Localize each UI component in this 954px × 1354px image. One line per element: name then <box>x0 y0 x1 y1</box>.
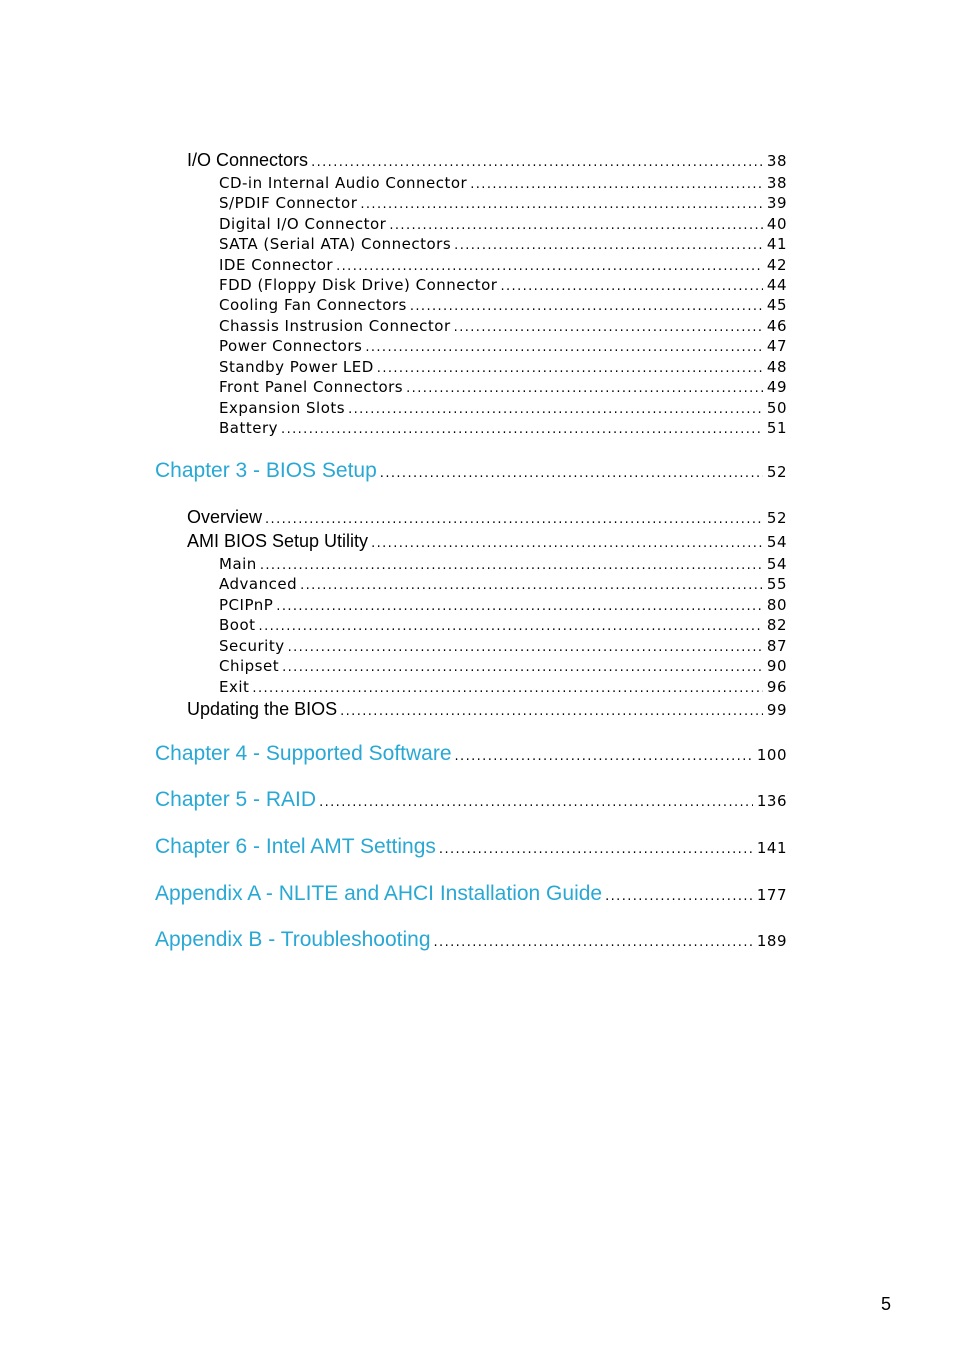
toc-entry-chassis-intrusion-connector[interactable] <box>0 317 787 336</box>
leader-dots <box>470 177 763 192</box>
toc-entry-label: S/PDIF Connector <box>219 194 358 212</box>
leader-dots <box>410 299 763 314</box>
toc-entry-exit[interactable] <box>0 678 787 697</box>
toc-entry-sata-connectors[interactable] <box>0 235 787 254</box>
toc-entry-updating-the-bios[interactable] <box>0 699 787 721</box>
toc-entry-label: Digital I/O Connector <box>219 215 387 233</box>
toc-entry-page: 189 <box>756 932 787 950</box>
leader-dots <box>434 935 753 950</box>
toc-chapter-label: Chapter 6 - Intel AMT Settings <box>155 835 436 858</box>
toc-entry-page: 54 <box>766 533 787 551</box>
toc-entry-battery[interactable] <box>0 419 787 438</box>
leader-dots <box>439 842 753 857</box>
toc-entry-page: 141 <box>756 839 787 857</box>
leader-dots <box>605 889 753 904</box>
toc-entry-cooling-fan-connectors[interactable] <box>0 296 787 315</box>
toc-entry-page: 45 <box>766 296 787 314</box>
toc-entry-label: AMI BIOS Setup Utility <box>187 531 369 551</box>
toc-entry-ide-connector[interactable] <box>0 256 787 275</box>
toc-entry-standby-power-led[interactable] <box>0 358 787 377</box>
toc-entry-label: IDE Connector <box>219 256 334 274</box>
leader-dots <box>348 402 763 417</box>
toc-entry-label: I/O Connectors <box>187 150 309 170</box>
toc-chapter-3-bios-setup[interactable] <box>0 459 787 487</box>
leader-dots <box>282 660 763 675</box>
toc-entry-ami-bios-setup-utility[interactable] <box>0 531 787 553</box>
toc-entry-label: Battery <box>219 419 279 437</box>
toc-entry-page: 49 <box>766 378 787 396</box>
toc-entry-digital-io-connector[interactable] <box>0 215 787 234</box>
leader-dots <box>340 704 763 719</box>
toc-entry-expansion-slots[interactable] <box>0 399 787 418</box>
toc-entry-label: CD-in Internal Audio Connector <box>219 174 468 192</box>
toc-entry-page: 50 <box>766 399 787 417</box>
toc-entry-cd-in-audio-connector[interactable] <box>0 174 787 193</box>
toc-entry-page: 46 <box>766 317 787 335</box>
toc-chapter-label: Chapter 3 - BIOS Setup <box>155 459 377 482</box>
toc-entry-label: Main <box>219 555 257 573</box>
toc-entry-page: 55 <box>766 575 787 593</box>
toc-entry-label: Power Connectors <box>219 337 363 355</box>
toc-chapter-4-supported-software[interactable] <box>0 742 787 770</box>
toc-entry-page: 54 <box>766 555 787 573</box>
leader-dots <box>377 361 763 376</box>
toc-entry-page: 87 <box>766 637 787 655</box>
toc-entry-boot[interactable] <box>0 616 787 635</box>
leader-dots <box>288 640 763 655</box>
toc-entry-overview[interactable] <box>0 507 787 529</box>
toc-entry-label: Chassis Instrusion Connector <box>219 317 451 335</box>
toc-entry-label: Front Panel Connectors <box>219 378 404 396</box>
toc-entry-page: 177 <box>756 886 787 904</box>
toc-entry-label: Exit <box>219 678 250 696</box>
toc-entry-page: 136 <box>756 792 787 810</box>
toc-entry-page: 41 <box>766 235 787 253</box>
toc-chapter-6-intel-amt-settings[interactable] <box>0 835 787 863</box>
toc-entry-page: 82 <box>766 616 787 634</box>
toc-entry-page: 90 <box>766 657 787 675</box>
toc-entry-label: PCIPnP <box>219 596 274 614</box>
leader-dots <box>260 558 763 573</box>
toc-entry-page: 96 <box>766 678 787 696</box>
toc-entry-page: 52 <box>766 463 787 481</box>
toc-entry-page: 38 <box>766 174 787 192</box>
leader-dots <box>336 259 763 274</box>
toc-entry-io-connectors[interactable] <box>0 150 787 172</box>
toc-entry-label: SATA (Serial ATA) Connectors <box>219 235 452 253</box>
toc-entry-spdif-connector[interactable] <box>0 194 787 213</box>
leader-dots <box>455 749 753 764</box>
leader-dots <box>360 197 763 212</box>
leader-dots <box>276 599 763 614</box>
toc-chapter-label: Appendix A - NLITE and AHCI Installation Guide <box>155 882 603 905</box>
toc-entry-label: Security <box>219 637 285 655</box>
toc-entry-advanced[interactable] <box>0 575 787 594</box>
toc-entry-label: Chipset <box>219 657 280 675</box>
leader-dots <box>311 155 763 170</box>
leader-dots <box>454 320 763 335</box>
toc-entry-page: 47 <box>766 337 787 355</box>
leader-dots <box>371 536 763 551</box>
leader-dots <box>500 279 762 294</box>
toc-entry-pcipnp[interactable] <box>0 596 787 615</box>
leader-dots <box>389 218 763 233</box>
leader-dots <box>380 466 763 481</box>
toc-entry-page: 42 <box>766 256 787 274</box>
toc-entry-power-connectors[interactable] <box>0 337 787 356</box>
leader-dots <box>281 422 763 437</box>
toc-chapter-5-raid[interactable] <box>0 788 787 816</box>
leader-dots <box>265 512 763 527</box>
toc-entry-label: Updating the BIOS <box>187 699 338 719</box>
toc-entry-label: Boot <box>219 616 256 634</box>
toc-chapter-label: Appendix B - Troubleshooting <box>155 928 431 951</box>
toc-entry-security[interactable] <box>0 637 787 656</box>
toc-entry-page: 52 <box>766 509 787 527</box>
toc-entry-page: 100 <box>756 746 787 764</box>
toc-entry-label: Advanced <box>219 575 298 593</box>
leader-dots <box>454 238 763 253</box>
leader-dots <box>319 795 753 810</box>
toc-entry-page: 51 <box>766 419 787 437</box>
toc-appendix-b-troubleshooting[interactable] <box>0 928 787 956</box>
leader-dots <box>406 381 763 396</box>
toc-entry-label: Overview <box>187 507 263 527</box>
toc-entry-label: Cooling Fan Connectors <box>219 296 407 314</box>
toc-entry-label: Standby Power LED <box>219 358 374 376</box>
toc-entry-chipset[interactable] <box>0 657 787 676</box>
leader-dots <box>252 681 763 696</box>
leader-dots <box>259 619 763 634</box>
page-number: 5 <box>881 1294 892 1314</box>
toc-appendix-a-nlite-ahci[interactable] <box>0 882 787 910</box>
toc-entry-fdd-connector[interactable] <box>0 276 787 295</box>
toc-entry-page: 99 <box>766 701 787 719</box>
leader-dots <box>365 340 763 355</box>
toc-entry-page: 48 <box>766 358 787 376</box>
toc-chapter-label: Chapter 4 - Supported Software <box>155 742 452 765</box>
leader-dots <box>300 578 763 593</box>
toc-chapter-label: Chapter 5 - RAID <box>155 788 317 811</box>
toc-entry-label: FDD (Floppy Disk Drive) Connector <box>219 276 498 294</box>
toc-entry-page: 39 <box>766 194 787 212</box>
toc-entry-page: 44 <box>766 276 787 294</box>
toc-entry-page: 40 <box>766 215 787 233</box>
toc-entry-page: 80 <box>766 596 787 614</box>
toc-entry-page: 38 <box>766 152 787 170</box>
toc-entry-main[interactable] <box>0 555 787 574</box>
toc-entry-front-panel-connectors[interactable] <box>0 378 787 397</box>
toc-entry-label: Expansion Slots <box>219 399 346 417</box>
